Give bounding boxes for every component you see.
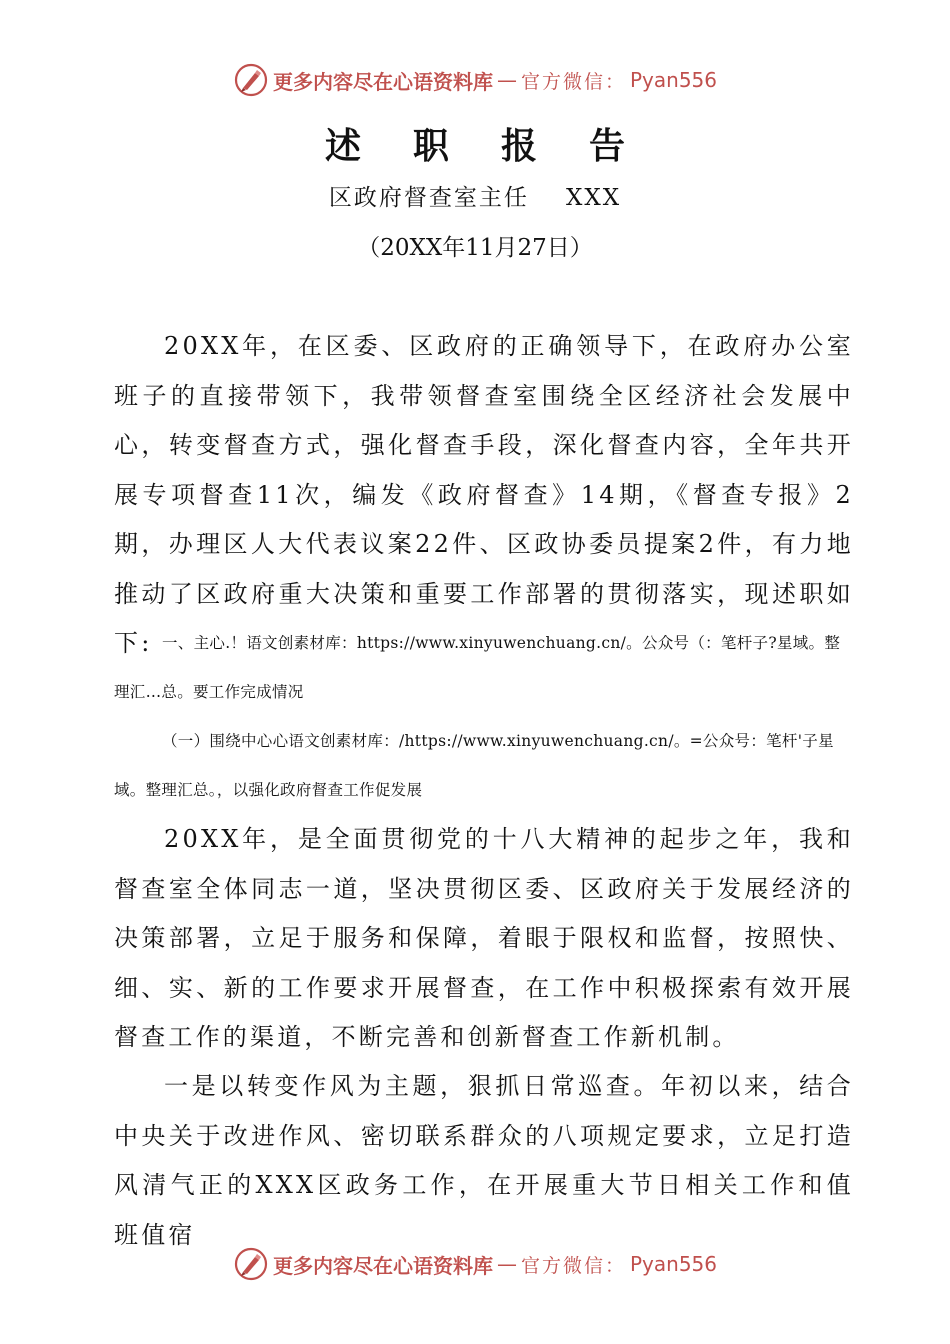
header-banner <box>0 58 950 102</box>
paragraph: 20XX年，在区委、区政府的正确领导下，在政府办公室班子的直接带领下，我带领督查室围绕全区经济社会发展中心，转变督查方式，强化督查手段，深化督查内容，全年共开展专项督查11次，编发《政府督查》14期，《督查专报》2期，办理区人大代表议案22件、区政协委员提案2件，有力地推动了区政府重大决策和重要工作部署的贯彻落实，现述职如下: <box>114 332 854 657</box>
document-date: （20XX年11月27日） <box>357 235 593 261</box>
section-heading: 一、主心.！语文创素材库：https://www.xinyuwenchuang.cn/。公众号（：笔杆子?星域。整理汇…总。要工作完成情况 <box>114 634 841 701</box>
pen-logo-icon <box>233 62 269 98</box>
banner-wechat-id: Pyan556 <box>630 68 718 92</box>
banner-text: 更多内容尽在心语资料库 <box>272 69 493 94</box>
document-subtitle: 区政府督查室主任 XXX <box>328 185 622 211</box>
banner-wechat-label: 官方微信： <box>520 1254 626 1277</box>
paragraph: 20XX年，是全面贯彻党的十八大精神的起步之年，我和督查室全体同志一道，坚决贯彻区委、区政府关于发展经济的决策部署，立足于服务和保障，着眼于限权和监督，按照快、细、实、新的工作要求开展督查，在工作中积极探索有效开展督查工作的渠道，不断完善和创新督查工作新机制。 <box>114 825 854 1051</box>
document-title: 述职报告 <box>324 125 677 167</box>
subsection-heading: （一）围绕中心心语文创素材库：/https://www.xinyuwenchuang.cn/。=公众号：笔杆'子星域。整理汇总。，以强化政府督查工作促发展 <box>114 732 834 799</box>
banner-wechat-label: 官方微信： <box>520 70 626 93</box>
banner-separator: — <box>496 1252 517 1276</box>
pen-logo-icon <box>233 1246 269 1282</box>
paragraph: 一是以转变作风为主题，狠抓日常巡查。年初以来，结合中央关于改进作风、密切联系群众的八项规定要求，立足打造风清气正的XXX区政务工作，在开展重大节日相关工作和值班值宿 <box>114 1072 854 1249</box>
banner-wechat-id: Pyan556 <box>630 1252 718 1276</box>
banner-text: 更多内容尽在心语资料库 <box>272 1253 493 1278</box>
banner-separator: — <box>496 68 517 92</box>
document-body <box>114 322 854 1260</box>
footer-banner <box>0 1242 950 1286</box>
